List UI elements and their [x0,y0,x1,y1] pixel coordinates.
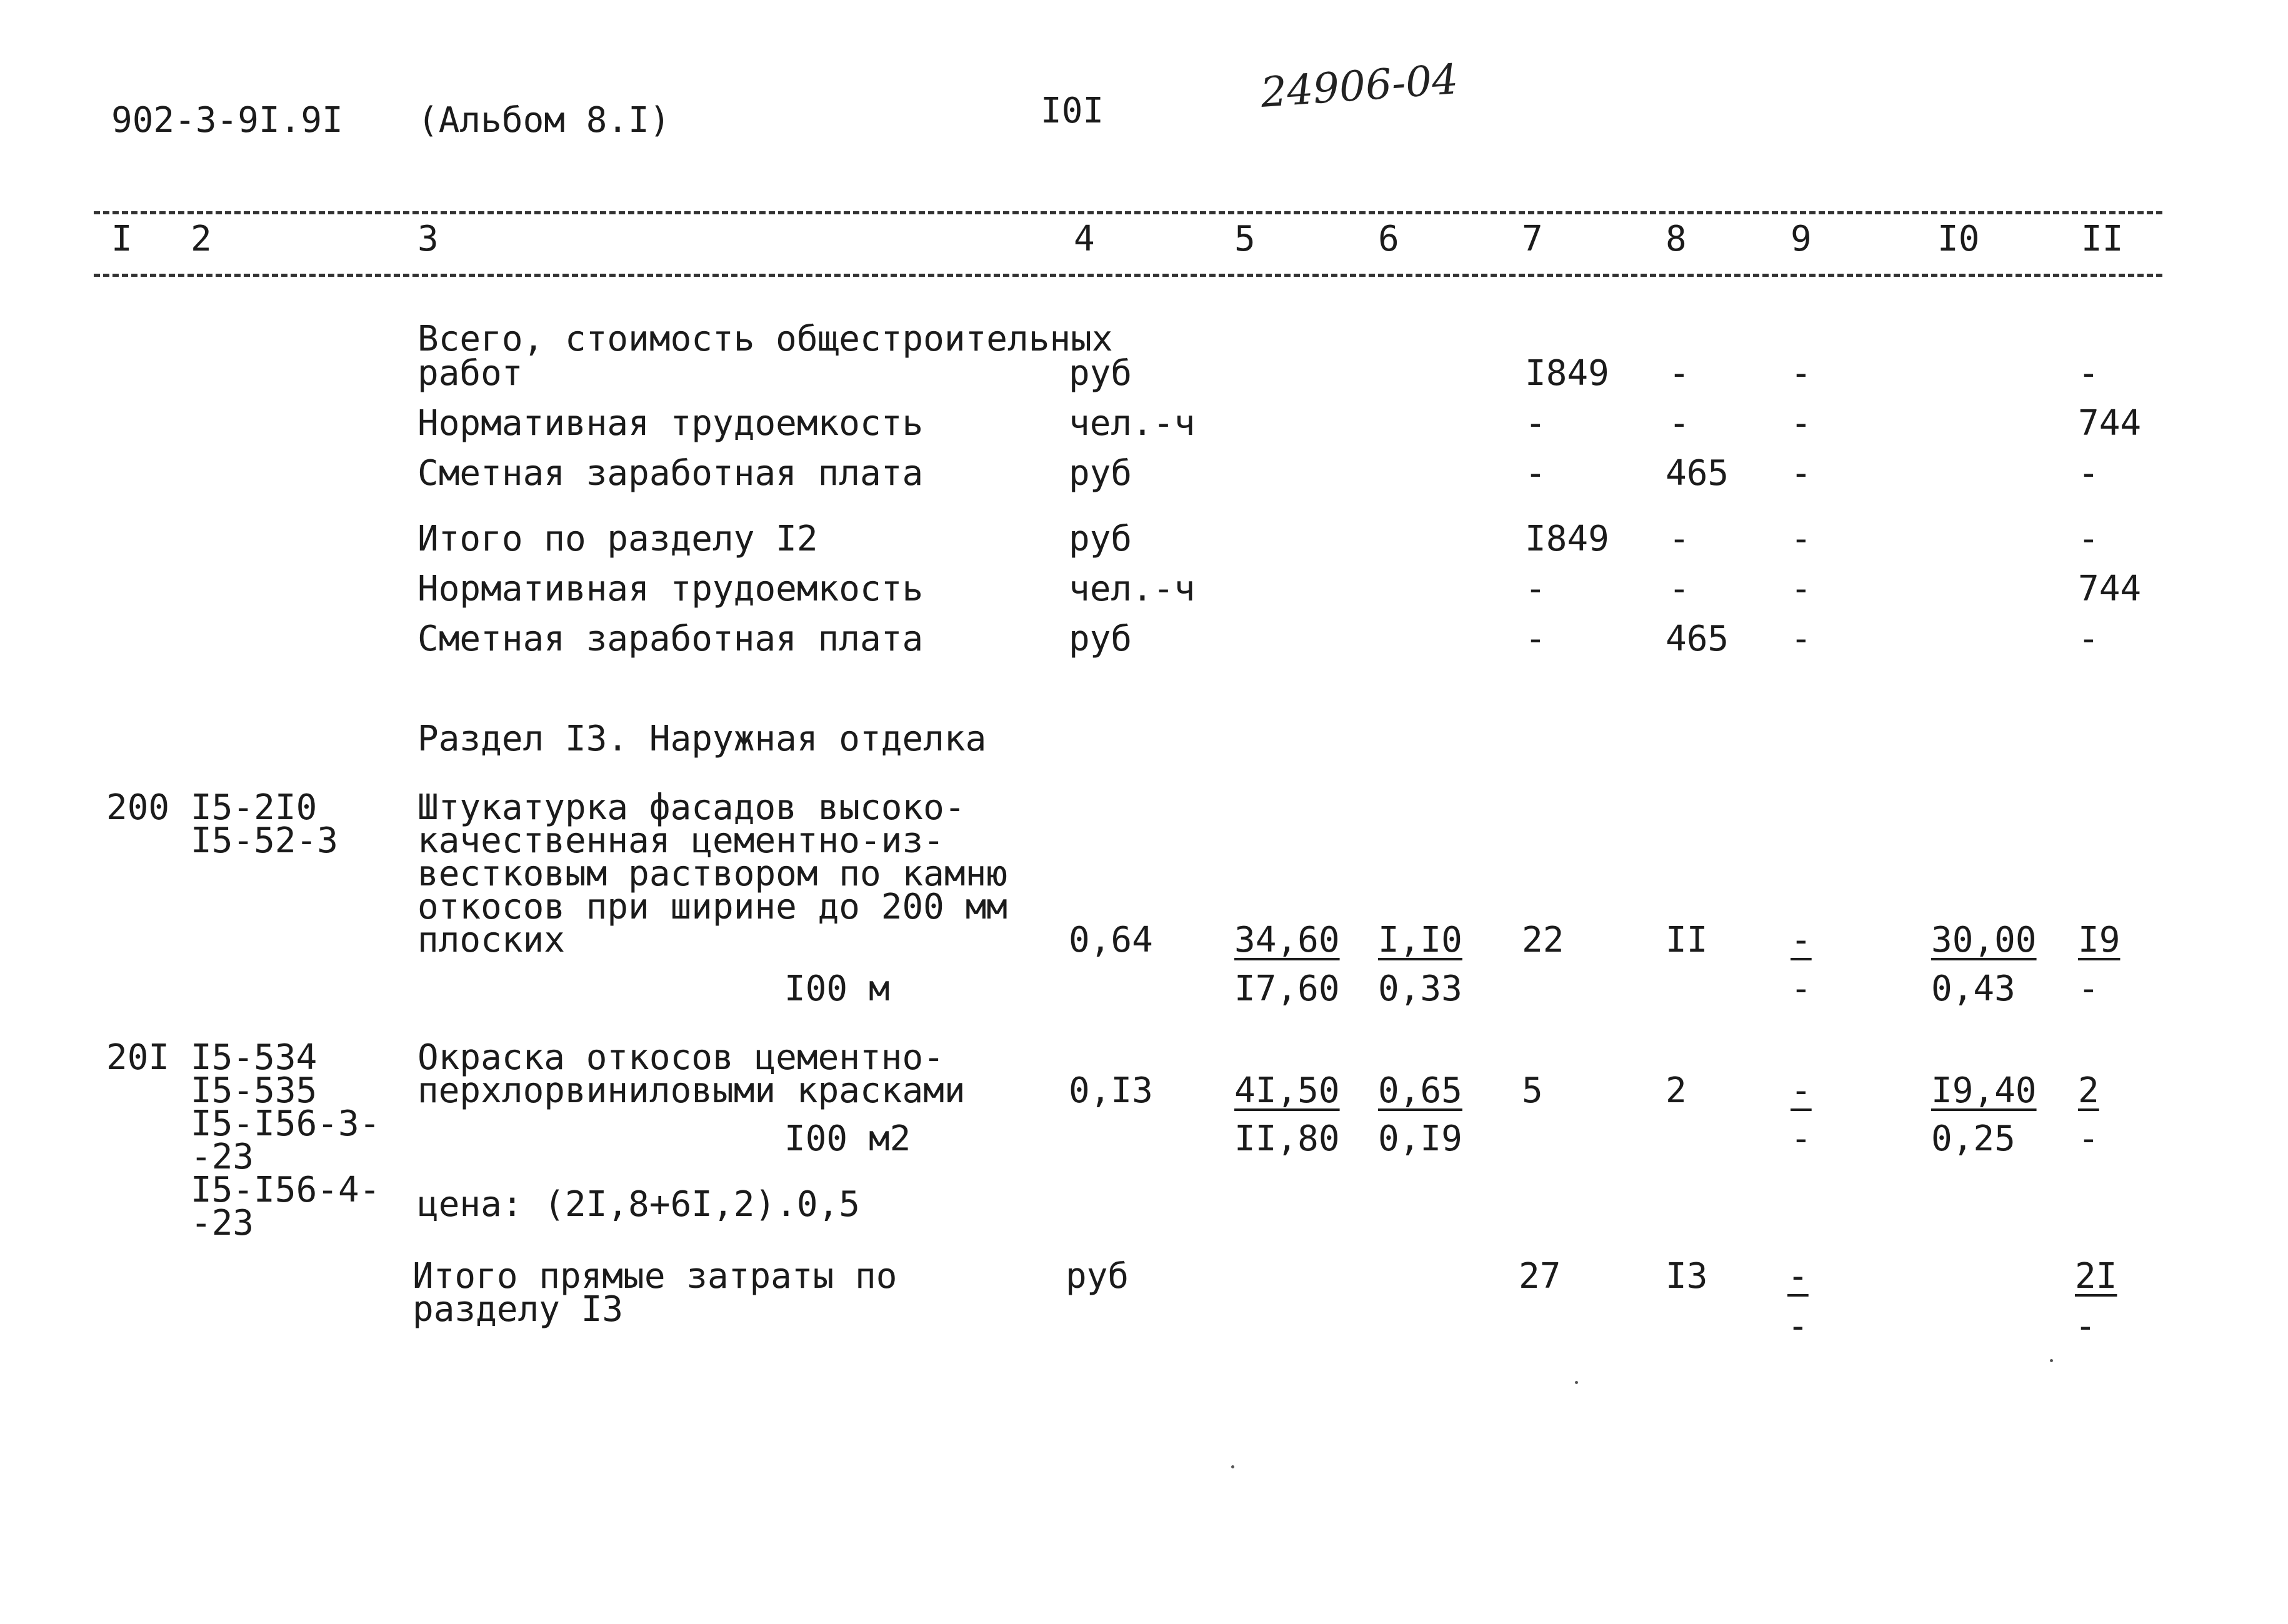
col-header-1: I [111,219,132,259]
row200-code-2: I5-52-3 [191,820,339,861]
col-header-3: 3 [417,219,439,259]
row201-code-1: I5-534 [191,1037,317,1078]
row201-desc-line-1: Окраска откосов цементно- [417,1037,944,1078]
summary1-wage-col7: - [1525,453,1546,494]
row201-code-5: I5-I56-4- [191,1170,381,1210]
summary1-total-title: Всего, стоимость общестроительных [417,319,1113,359]
row200-desc-line-1: Штукатурка фасадов высоко- [417,787,966,828]
row201-col8: 2 [1666,1070,1687,1111]
row201-col6-top: 0,65 [1378,1070,1462,1111]
summary1-total-col9: - [1791,353,1812,394]
summary2-wage-col11: - [2078,619,2099,659]
row200-col9-top: - [1791,920,1812,960]
summary1-wage-col8: 465 [1666,453,1729,494]
row201-price-note: цена: (2I,8+6I,2).0,5 [417,1184,861,1225]
summary1-total-col11: - [2078,353,2099,394]
col-header-7: 7 [1522,219,1543,259]
row201-quantity: 0,I3 [1069,1070,1153,1111]
row200-col6-bottom: 0,33 [1378,969,1462,1009]
summary2-labor-col7: - [1525,569,1546,609]
summary2-total-col7: I849 [1525,519,1609,559]
summary2-total-title: Итого по разделу I2 [417,519,818,559]
row200-col11-bottom: - [2078,969,2099,1009]
summary1-total-col8: - [1669,353,1690,394]
direct-total-title: Итого прямые затраты по [412,1256,897,1297]
col-header-8: 8 [1666,219,1687,259]
row200-col11-top: I9 [2078,920,2121,960]
summary2-labor-col11: 744 [2078,569,2142,609]
scan-speck [2050,1359,2053,1362]
row200-col8: II [1666,920,1708,960]
row200-col7: 22 [1522,920,1564,960]
document-code: 902-3-9I.9I [111,100,343,141]
section-title: Раздел I3. Наружная отделка [417,719,987,759]
col-header-11: II [2081,219,2124,259]
summary1-labor-col8: - [1669,403,1690,444]
row201-col5-bottom: II,80 [1234,1118,1340,1159]
summary1-wage-col11: - [2078,453,2099,494]
summary2-wage-col8: 465 [1666,619,1729,659]
direct-total-col9-top: - [1787,1256,1809,1297]
summary2-labor-col8: - [1669,569,1690,609]
summary1-labor-col9: - [1791,403,1812,444]
summary2-wage-col9: - [1791,619,1812,659]
summary1-labor-col11: 744 [2078,403,2142,444]
direct-total-col9-bottom: - [1787,1306,1809,1347]
summary2-wage-title: Сметная заработная плата [417,619,924,659]
page-number: I0I [1041,91,1104,131]
summary1-labor-col7: - [1525,403,1546,444]
col-header-5: 5 [1234,219,1256,259]
album-label: (Альбом 8.I) [417,100,671,141]
direct-total-title-cont: разделу I3 [412,1289,624,1330]
summary2-labor-col9: - [1791,569,1812,609]
scan-speck [1231,1465,1234,1468]
summary1-total-unit: руб [1069,353,1132,394]
row200-number: 200 [106,787,170,828]
row200-desc-line-5: плоских [417,920,566,960]
summary2-total-col9: - [1791,519,1812,559]
row200-desc-line-2: качественная цементно-из- [417,820,944,861]
row200-desc-line-4: откосов при ширине до 200 мм [417,887,1008,927]
row200-col5-bottom: I7,60 [1234,969,1340,1009]
summary2-total-col8: - [1669,519,1690,559]
row201-code-6: -23 [191,1203,254,1243]
header-rule-top [94,211,2162,214]
row201-col10-top: I9,40 [1931,1070,2037,1111]
row201-code-3: I5-I56-3- [191,1103,381,1144]
summary1-total-title-cont: работ [417,353,523,394]
row200-col10-bottom: 0,43 [1931,969,2016,1009]
summary2-wage-col7: - [1525,619,1546,659]
summary1-labor-title: Нормативная трудоемкость [417,403,924,444]
row201-col9-bottom: - [1791,1118,1812,1159]
direct-total-col7: 27 [1519,1256,1561,1297]
col-header-6: 6 [1378,219,1399,259]
handwritten-inventory-number: 24906-04 [1259,55,1460,117]
row201-col5-top: 4I,50 [1234,1070,1340,1111]
col-header-4: 4 [1074,219,1095,259]
row200-col9-bottom: - [1791,969,1812,1009]
direct-total-col11-top: 2I [2075,1256,2117,1297]
summary2-labor-title: Нормативная трудоемкость [417,569,924,609]
summary2-total-unit: руб [1069,519,1132,559]
direct-total-unit: руб [1066,1256,1129,1297]
row200-code-1: I5-2I0 [191,787,317,828]
row201-col10-bottom: 0,25 [1931,1118,2016,1159]
row201-col7: 5 [1522,1070,1543,1111]
row200-col6-top: I,I0 [1378,920,1462,960]
row201-col11-top: 2 [2078,1070,2099,1111]
summary1-wage-col9: - [1791,453,1812,494]
row200-quantity: 0,64 [1069,920,1153,960]
row201-number: 20I [106,1037,170,1078]
direct-total-col8: I3 [1666,1256,1708,1297]
summary2-total-col11: - [2078,519,2099,559]
summary1-wage-title: Сметная заработная плата [417,453,924,494]
scan-speck [1575,1381,1578,1384]
row201-code-4: -23 [191,1137,254,1177]
col-header-2: 2 [191,219,212,259]
summary1-total-col7: I849 [1525,353,1609,394]
row201-desc-line-2: перхлорвиниловыми красками [417,1070,966,1111]
summary2-wage-unit: руб [1069,619,1132,659]
row201-col6-bottom: 0,I9 [1378,1118,1462,1159]
row201-col9-top: - [1791,1070,1812,1111]
direct-total-col11-bottom: - [2075,1306,2096,1347]
row200-col5-top: 34,60 [1234,920,1340,960]
row200-desc-line-3: вестковым раствором по камню [417,854,1008,894]
col-header-9: 9 [1791,219,1812,259]
header-rule-bottom [94,274,2162,277]
row200-unit: I00 м [784,969,890,1009]
row201-col11-bottom: - [2078,1118,2099,1159]
row201-unit: I00 м2 [784,1118,911,1159]
row200-col10-top: 30,00 [1931,920,2037,960]
summary1-wage-unit: руб [1069,453,1132,494]
summary1-labor-unit: чел.-ч [1069,403,1196,444]
col-header-10: I0 [1937,219,1980,259]
row201-code-2: I5-535 [191,1070,317,1111]
summary2-labor-unit: чел.-ч [1069,569,1196,609]
